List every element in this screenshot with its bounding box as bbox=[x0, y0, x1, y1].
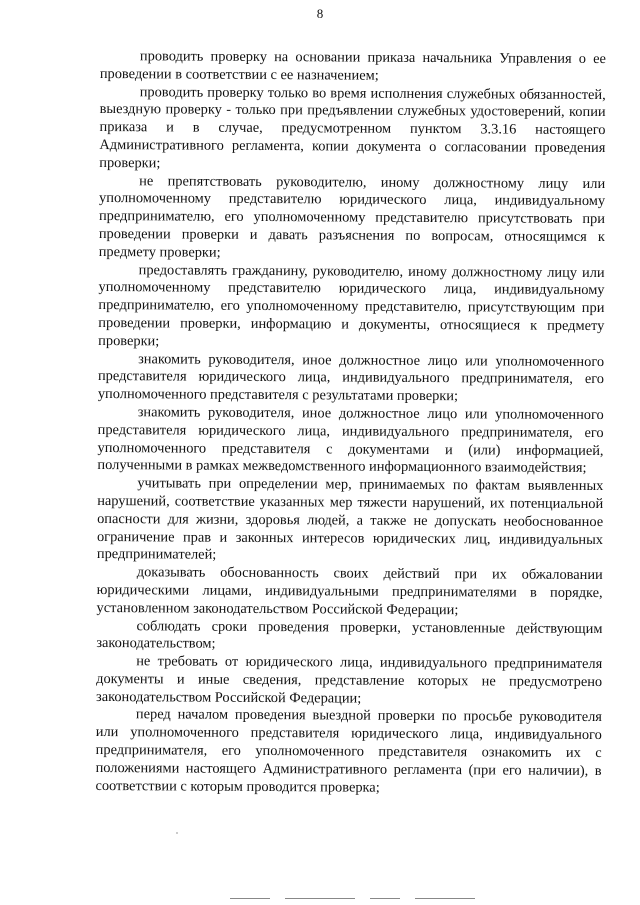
paragraph: соблюдать сроки проведения проверки, установленные действующим законодательством; bbox=[96, 617, 603, 653]
document-body bbox=[95, 48, 606, 799]
scan-artifact-lines bbox=[230, 898, 530, 900]
paragraph: перед началом проведения выездной проверки по просьбе руководителя или уполномоченного представителя юридического лица, индивидуального предпринимателя, его уполномоченного представителя ознакомить их с положениями настоящего Административного регламента (при его наличии), в соответствии с которым проводится проверка; bbox=[95, 706, 602, 796]
paragraph: не требовать от юридического лица, индивидуального предпринимателя документы и иные сведения, представление которых не предусмотрено законодательством Российской Федерации; bbox=[95, 653, 603, 707]
paragraph: учитывать при определении мер, принимаемых по фактам выявленных нарушений, соответствие указанных мер тяжести нарушений, их потенциальной опасности для жизни, здоровья людей, а также не допускать необоснованное ограничение прав и законных интересов юридических лиц, индивидуальных предпринимателей; bbox=[96, 475, 604, 564]
scan-speck bbox=[176, 832, 178, 834]
paragraph: проводить проверку на основании приказа начальника Управления о ее проведении в соответствии с ее назначением; bbox=[99, 48, 606, 84]
paragraph: доказывать обоснованность своих действий при их обжаловании юридическими лицами, индивидуальными предпринимателями в порядке, установленном законодательством Российской Федерации; bbox=[96, 564, 603, 618]
paragraph: знакомить руководителя, иное должностное лицо или уполномоченного представителя юридического лица, индивидуального предпринимателя, его уполномоченного представителя с результатами проверки; bbox=[97, 350, 605, 405]
paragraph: предоставлять гражданину, руководителю, иному должностному лицу или уполномоченному представителю юридического лица, индивидуальному предпринимателю, его уполномоченному представителю, присутствующим при проведении проверки, информацию и документы, относящиеся к предмету проверки; bbox=[98, 261, 605, 350]
paragraph: проводить проверку только во время исполнения служебных обязанностей, выездную проверку - только при предъявлении служебных удостоверений, копии приказа и в случае, предусмотренном пунктом 3.3.16 настоящего Административного регламента, копии документа о согласовании проведения проверки; bbox=[99, 83, 606, 172]
paragraph: не препятствовать руководителю, иному должностному лицу или уполномоченному представителю юридического лица, индивидуальному предпринимателю, его уполномоченному представителю присутствовать при проведении проверки и давать разъяснения по вопросам, относящимся к предмету проверки; bbox=[98, 172, 606, 261]
page-number: 8 bbox=[316, 6, 324, 21]
paragraph: знакомить руководителя, иное должностное лицо или уполномоченного представителя юридического лица, индивидуального предпринимателя, его уполномоченного представителя с документами и (или) информацией, полученными в рамках межведомственного информационного взаимодействия; bbox=[97, 404, 604, 477]
